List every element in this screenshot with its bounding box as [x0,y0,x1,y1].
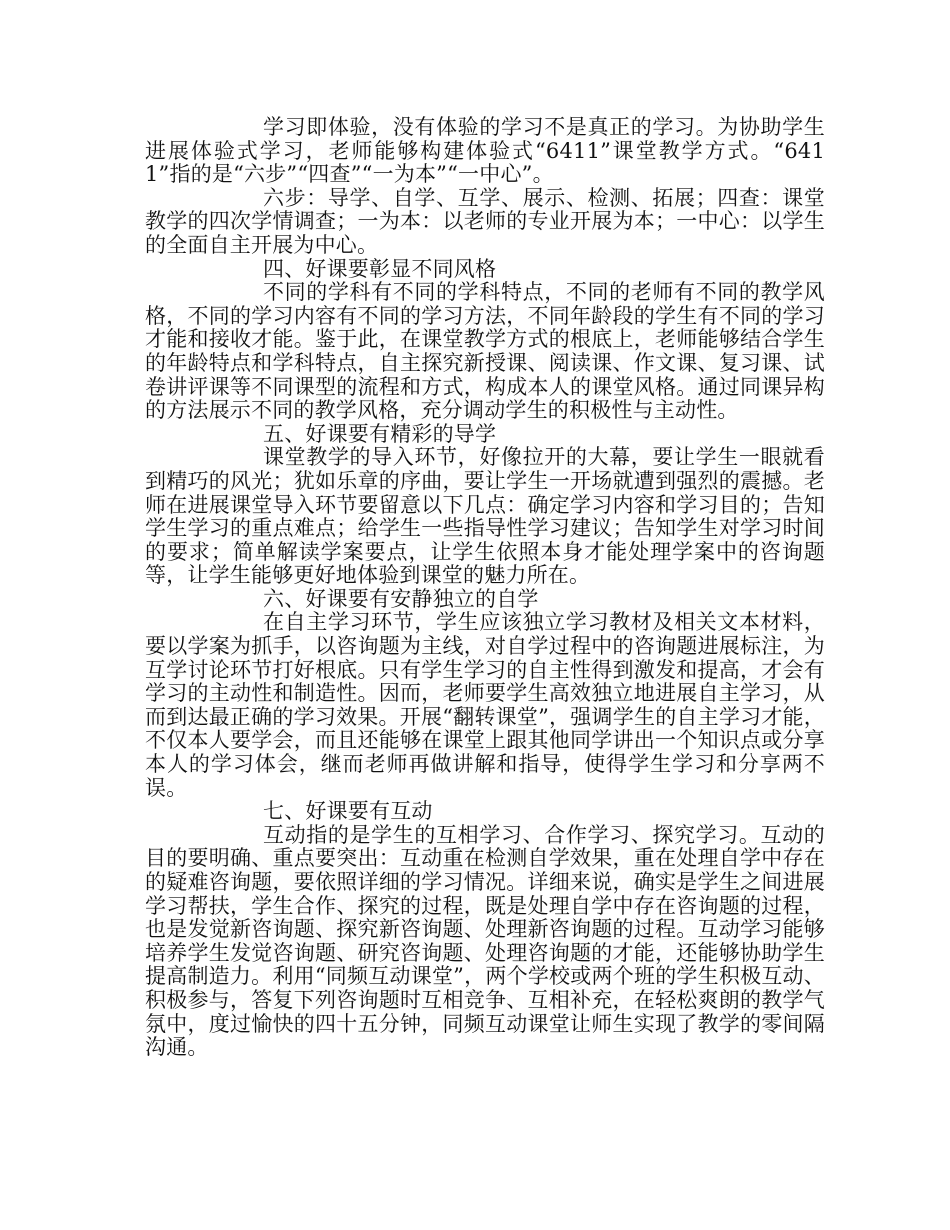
document-body [145,116,825,1060]
section-heading-5: 五、好课要有精彩的导学 [263,421,497,446]
section-heading-7: 七、好课要有互动 [263,799,433,824]
paragraph-section-7: 互动指的是学生的互相学习、合作学习、探究学习。互动的目的要明确、重点要突出：互动重在检测自学效果，重在处理自学中存在的疑难咨询题，要依照详细的学习情况。详细来说，确实是学生之间进展学习帮扶，学生合作、探究的过程，既是处理自学中存在咨询题的过程，也是发觉新咨询题、探究新咨询题、处理新咨询题的过程。互动学习能够培养学生发觉咨询题、研究咨询题、处理咨询题的才能，还能够协助学生提高制造力。利用“同频互动课堂”，两个学校或两个班的学生积极互动、积极参与，答复下列咨询题时互相竞争、互相补充，在轻松爽朗的教学气氛中，度过愉快的四十五分钟，同频互动课堂让师生实现了教学的零间隔沟通。 [145,822,825,1060]
section-heading-6: 六、好课要有安静独立的自学 [263,586,539,611]
paragraph-6411-intro: 学习即体验，没有体验的学习不是真正的学习。为协助学生进展体验式学习，老师能够构建体验式“6411”课堂教学方式。“6411”指的是“六步”“四查”“一为本”“一中心”。 [145,115,825,187]
section-heading-4: 四、好课要彰显不同风格 [263,256,497,281]
paragraph-section-6: 在自主学习环节，学生应该独立学习教材及相关文本材料，要以学案为抓手，以咨询题为主线，对自学过程中的咨询题进展标注，为互学讨论环节打好根底。只有学生学习的自主性得到激发和提高，才会有学习的主动性和制造性。因而，老师要学生高效独立地进展自主学习，从而到达最正确的学习效果。开展“翻转课堂”，强调学生的自主学习才能，不仅本人要学会，而且还能够在课堂上跟其他同学讲出一个知识点或分享本人的学习体会，继而老师再做讲解和指导，使得学生学习和分享两不误。 [145,610,825,800]
paragraph-six-steps: 六步：导学、自学、互学、展示、检测、拓展；四查：课堂教学的四次学情调查；一为本：以老师的专业开展为本；一中心：以学生的全面自主开展为中心。 [145,185,825,257]
paragraph-section-4: 不同的学科有不同的学科特点，不同的老师有不同的教学风格，不同的学习内容有不同的学习方法，不同年龄段的学生有不同的学习才能和接收才能。鉴于此，在课堂教学方式的根底上，老师能够结合学生的年龄特点和学科特点，自主探究新授课、阅读课、作文课、复习课、试卷讲评课等不同课型的流程和方式，构成本人的课堂风格。通过同课异构的方法展示不同的教学风格，充分调动学生的积极性与主动性。 [145,280,825,423]
paragraph-section-5: 课堂教学的导入环节，好像拉开的大幕，要让学生一眼就看到精巧的风光；犹如乐章的序曲，要让学生一开场就遭到强烈的震撼。老师在进展课堂导入环节要留意以下几点：确定学习内容和学习目的；告知学生学习的重点难点；给学生一些指导性学习建议；告知学生对学习时间的要求；简单解读学案要点，让学生依照本身才能处理学案中的咨询题等，让学生能够更好地体验到课堂的魅力所在。 [145,445,825,588]
